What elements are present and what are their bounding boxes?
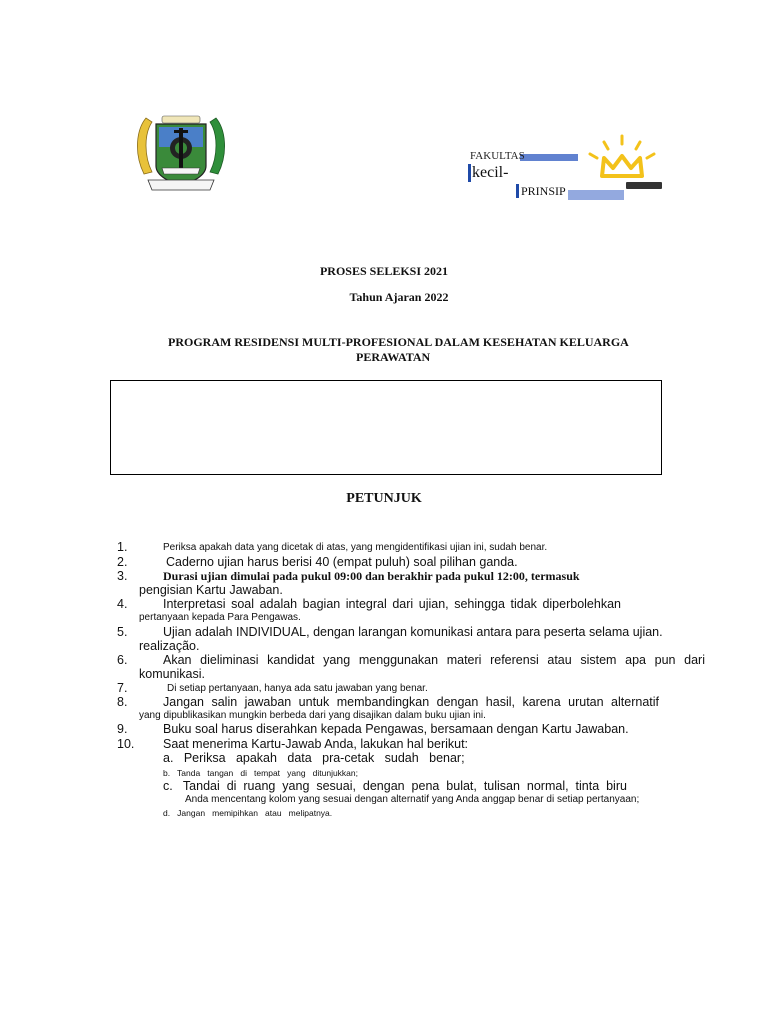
sub-item-text: c. Tandai di ruang yang sesuai, dengan pena bulat, tulisan normal, tinta biru (163, 779, 627, 793)
item-number: 5. (117, 625, 128, 639)
sub-item-text: d. Jangan memipihkan atau melipatnya. (163, 808, 333, 818)
item-number: 1. (117, 540, 128, 554)
item-number: 4. (117, 597, 128, 611)
item-text-continued: yang dipublikasikan mungkin berbeda dari yang disajikan dalam buku ujian ini. (139, 710, 486, 721)
sub-item-text: a. Periksa apakah data pra-cetak sudah benar; (163, 751, 465, 765)
logo-decoration (568, 190, 624, 200)
item-text: Interpretasi soal adalah bagian integral dari ujian, sehingga tidak diperbolehkan (163, 597, 621, 611)
candidate-info-box (110, 380, 662, 475)
item-text: Saat menerima Kartu-Jawab Anda, lakukan hal berikut: (163, 737, 469, 751)
item-number: 3. (117, 569, 128, 583)
item-number: 10. (117, 737, 135, 751)
item-text: Buku soal harus diserahkan kepada Pengawas, bersamaan dengan Kartu Jawaban. (163, 722, 629, 736)
logo-line-prinsip: PRINSIP (516, 184, 566, 198)
item-text: Akan dieliminasi kandidat yang menggunakan materi referensi atau sistem apa pun dari (163, 653, 705, 667)
sub-item-text-continued: Anda mencentang kolom yang sesuai dengan alternatif yang Anda anggap benar di setiap pertanyaan; (185, 794, 640, 805)
item-number: 7. (117, 681, 128, 695)
program-title (168, 335, 688, 365)
item-text-continued: realização. (139, 639, 200, 653)
logo-line-kecil: kecil- (468, 164, 508, 182)
item-number: 8. (117, 695, 128, 709)
item-text: Di setiap pertanyaan, hanya ada satu jawaban yang benar. (167, 683, 428, 694)
item-number: 6. (117, 653, 128, 667)
item-number: 2. (117, 555, 128, 569)
logo-line-fakultas: FAKULTAS (470, 150, 525, 162)
item-text: Caderno ujian harus berisi 40 (empat puluh) soal pilihan ganda. (166, 555, 518, 569)
item-text: Durasi ujian dimulai pada pukul 09:00 dan berakhir pada pukul 12:00, termasuk (163, 569, 580, 583)
document-title: PROSES SELEKSI 2021 (319, 264, 449, 278)
faculty-logo (468, 132, 664, 210)
item-number: 9. (117, 722, 128, 736)
item-text-continued: komunikasi. (139, 667, 205, 681)
item-text-continued: pengisian Kartu Jawaban. (139, 583, 283, 597)
program-title-line2: PERAWATAN (356, 350, 431, 364)
academic-year: Tahun Ajaran 2022 (349, 290, 449, 304)
item-text: Periksa apakah data yang dicetak di atas, yang mengidentifikasi ujian ini, sudah benar. (163, 542, 548, 553)
sub-item-text: b. Tanda tangan di tempat yang ditunjukkan; (163, 768, 358, 778)
item-text: Ujian adalah INDIVIDUAL, dengan larangan komunikasi antara para peserta selama ujian. (163, 625, 663, 639)
logo-decoration (520, 154, 578, 161)
program-title-line1: PROGRAM RESIDENSI MULTI-PROFESIONAL DALAM KESEHATAN KELUARGA (168, 335, 629, 349)
item-text-continued: pertanyaan kepada Para Pengawas. (139, 612, 301, 623)
university-emblem (132, 110, 230, 198)
instructions-heading: PETUNJUK (346, 491, 422, 506)
item-text: Jangan salin jawaban untuk membandingkan dengan hasil, karena urutan alternatif (163, 695, 659, 709)
